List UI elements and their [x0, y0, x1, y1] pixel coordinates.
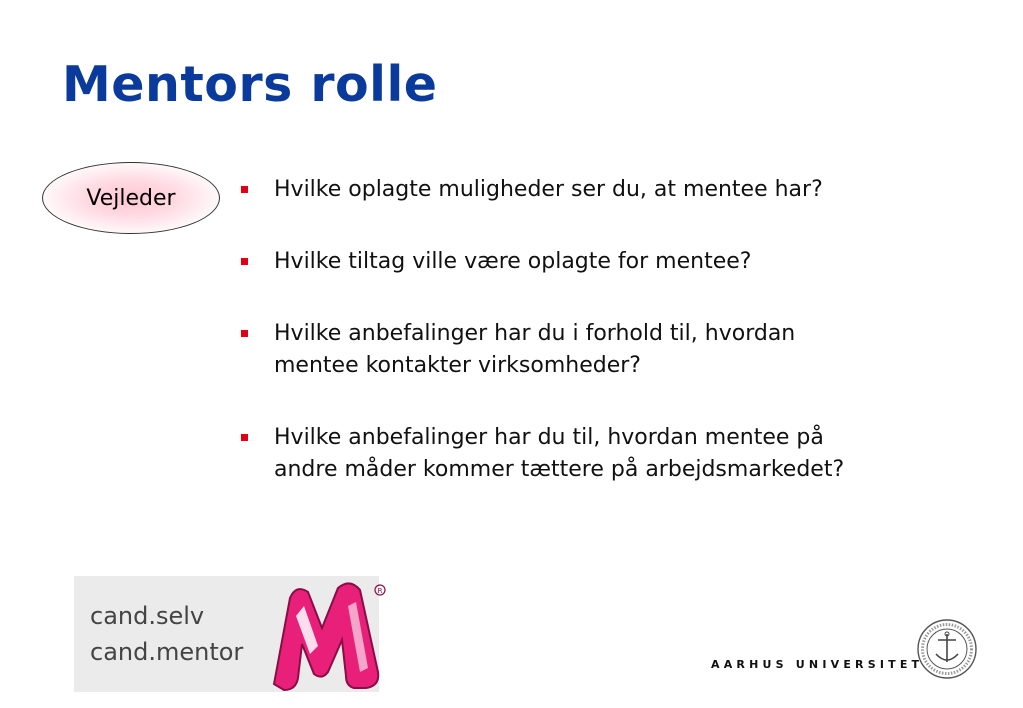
logo-line-cand-mentor: cand.mentor	[90, 638, 244, 666]
bullet-text: Hvilke tiltag ville være oplagte for mentee?	[274, 249, 752, 274]
slide-title: Mentors rolle	[62, 56, 438, 113]
bullet-text-continued: mentee kontakter virksomheder?	[274, 353, 641, 378]
bullet-text: Hvilke anbefalinger har du til, hvordan mentee på	[274, 425, 824, 450]
bullet-text: Hvilke anbefalinger har du i forhold til, hvordan	[274, 321, 796, 346]
university-name: AARHUS UNIVERSITET	[711, 658, 924, 671]
bullet-square-icon	[241, 330, 248, 337]
role-badge-label: Vejleder	[86, 185, 176, 211]
bullet-text-continued: andre måder kommer tættere på arbejdsmarkedet?	[274, 457, 845, 482]
bullet-item	[238, 246, 978, 278]
logo-line-cand-selv: cand.selv	[90, 602, 205, 630]
role-badge	[42, 162, 220, 234]
bullet-square-icon	[241, 258, 248, 265]
bullet-item	[238, 318, 978, 382]
svg-text:R: R	[377, 587, 383, 595]
m-logo-icon	[256, 576, 396, 694]
bullet-item	[238, 174, 978, 206]
bullet-item	[238, 422, 978, 486]
cand-logo	[74, 576, 383, 692]
bullet-list	[238, 174, 978, 526]
bullet-square-icon	[241, 434, 248, 441]
bullet-square-icon	[241, 186, 248, 193]
university-seal-icon	[916, 618, 978, 680]
bullet-text: Hvilke oplagte muligheder ser du, at mentee har?	[274, 177, 823, 202]
